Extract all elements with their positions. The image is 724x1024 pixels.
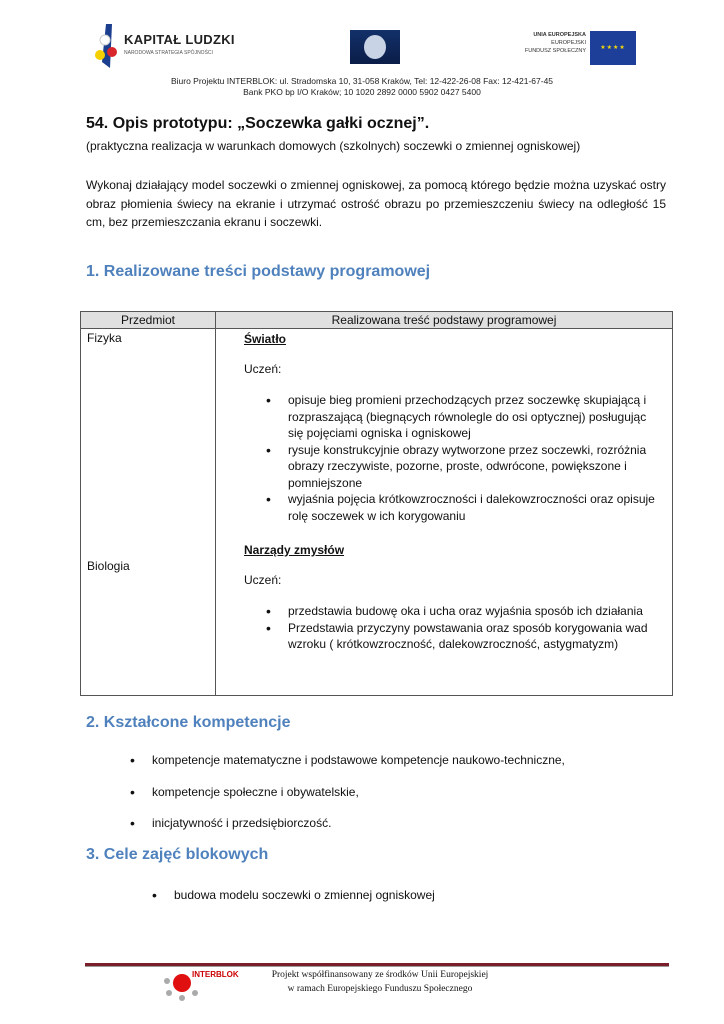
goals-list: • budowa modelu soczewki o zmiennej ogniskowej: [130, 887, 435, 904]
footer-text: Projekt współfinansowany ze środków Unii Europejskiej w ramach Europejskiego Funduszu Społecznego: [271, 970, 489, 994]
footer-divider: [85, 963, 669, 967]
subtitle: (praktyczna realizacja w warunkach domowych (szkolnych) soczewki o zmiennej ogniskowej): [86, 139, 581, 153]
column-header: Realizowana treść podstawy programowej: [216, 312, 673, 329]
section-heading: 2. Kształcone kompetencje: [86, 714, 291, 731]
intro-paragraph: Wykonaj działający model soczewki o zmiennej ogniskowej, za pomocą którego będzie można uzyskać ostry obraz płomienia świecy na ekranie i utrzymać ostrość obrazu po przemieszczeniu świecy na odległość 15 cm, bez przemieszczania ekranu i soczewki.: [86, 178, 666, 229]
kapital-ludzki-logo: KAPITAŁ LUDZKI NARODOWA STRATEGIA SPÓJNOŚCI: [92, 22, 242, 70]
header-address: Biuro Projektu INTERBLOK: ul. Stradomska 10, 31-058 Kraków, Tel: 12-422-26-08 Fax: 12-421-67-45: [170, 76, 554, 86]
page-title: 54. Opis prototypu: „Soczewka gałki ocznej”.: [86, 115, 430, 132]
competence-list: • kompetencje matematyczne i podstawowe kompetencje naukowo-techniczne, • kompetencje społeczne i obywatelskie, • inicjatywność i przedsiębiorczość.: [108, 752, 565, 832]
eu-logo: UNIA EUROPEJSKA EUROPEJSKI FUNDUSZ SPOŁECZNY ★★★★: [508, 24, 638, 74]
list: • przedstawia budowę oka i ucha oraz wyjaśnia sposób ich działania • Przedstawia przyczyny powstawania oraz sposób korygowania wad wzroku ( krótkowzroczność, dalekowzroczność, astygmatyzm): [244, 603, 662, 653]
interblok-logo-text: INTERBLOK: [192, 970, 239, 979]
portrait-logo: [350, 30, 400, 64]
section-heading: 1. Realizowane treści podstawy programowej: [86, 263, 431, 280]
eu-flag-icon: ★★★★: [590, 31, 636, 65]
section-heading: 3. Cele zajęć blokowych: [86, 846, 269, 863]
column-header: Przedmiot: [81, 312, 216, 329]
table-row: Fizyka Biologia Światło Uczeń: • opisuje bieg promieni przechodzących przez soczewkę skupiającą i rozpraszającą (biegnących równolegle do osi optycznej) posługując się pojęciami ogniska i ogniskowej • rysuje konstrukcyjnie obrazy wytworzone przez soczewki, rozróżnia obrazy rzeczywiste, pozorne, proste, odwrócone, powiększone i pomniejszone • wyjaśnia pojęcia krótkowzroczności i dalekowzroczności oraz opisuje rolę soczewek w ich korygowaniu Narządy zmysłów Uczeń: • przedstawia budowę oka i ucha oraz wyjaśnia sposób ich działania • Przedstawia przyczyny powstawania oraz sposób korygowania wad wzroku ( krótkowzroczność, dalekowzroczność, astygmatyzm): [81, 329, 673, 696]
star-logo-icon: [92, 22, 122, 70]
list: • opisuje bieg promieni przechodzących przez soczewkę skupiającą i rozpraszającą (biegnących równolegle do osi optycznej) posługując się pojęciami ogniska i ogniskowej • rysuje konstrukcyjnie obrazy wytworzone przez soczewki, rozróżnia obrazy rzeczywiste, pozorne, proste, odwrócone, powiększone i pomniejszone • wyjaśnia pojęcia krótkowzroczności i dalekowzroczności oraz opisuje rolę soczewek w ich korygowaniu: [244, 392, 662, 524]
curriculum-table: [80, 311, 673, 696]
interblok-logo: [160, 968, 240, 1002]
header-bank: Bank PKO bp I/O Kraków; 10 1020 2892 0000 5902 0427 5400: [243, 87, 481, 97]
